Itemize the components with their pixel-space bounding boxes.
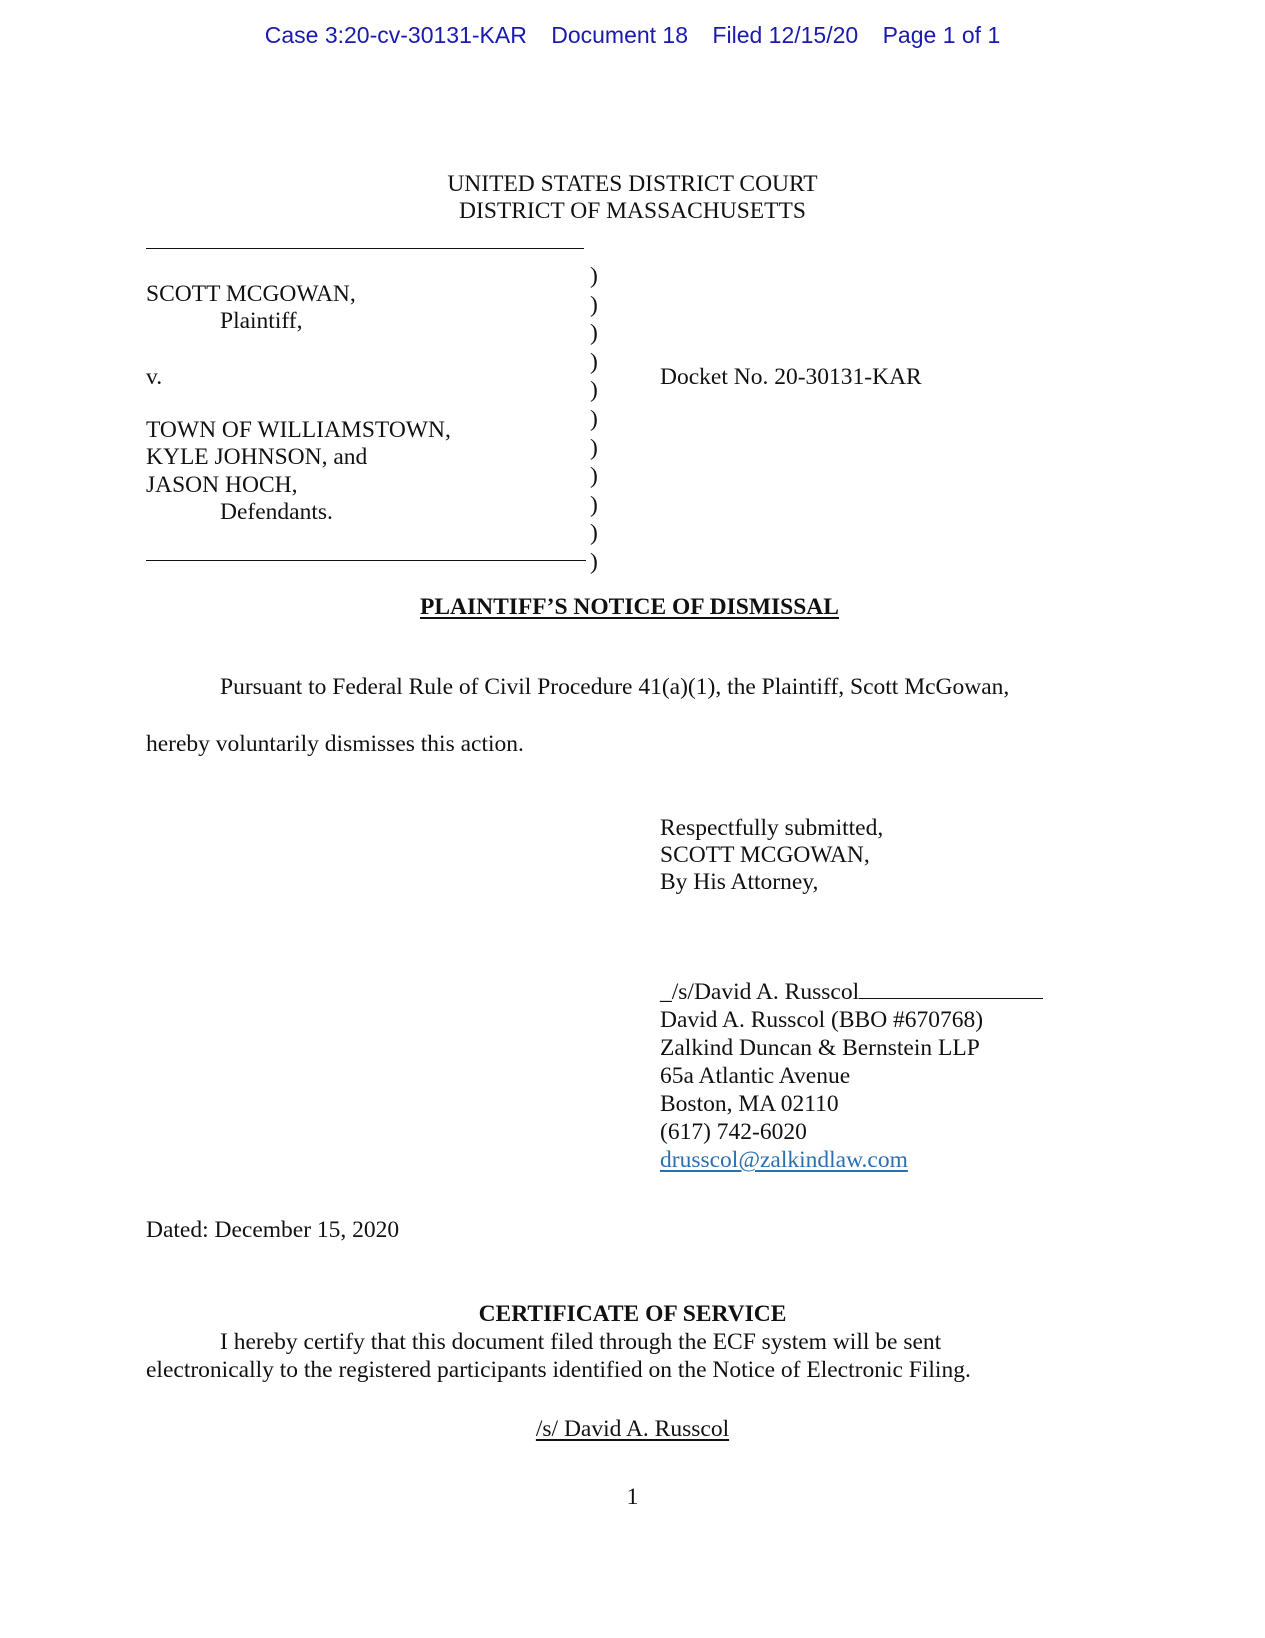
paren: )	[590, 320, 598, 347]
attorney-name: David A. Russcol (BBO #670768)	[660, 1007, 984, 1033]
signature-underline	[859, 997, 1043, 999]
paren: )	[590, 291, 598, 318]
plaintiff-role: Plaintiff,	[220, 308, 303, 334]
versus: v.	[146, 364, 163, 390]
law-firm: Zalkind Duncan & Bernstein LLP	[660, 1035, 980, 1061]
certificate-signature	[0, 1415, 1265, 1443]
email-link[interactable]: drusscol@zalkindlaw.com	[660, 1147, 908, 1173]
caption-parens	[590, 262, 604, 577]
paren: )	[590, 491, 598, 518]
court-name: UNITED STATES DISTRICT COURT	[447, 171, 818, 197]
certificate-heading: CERTIFICATE OF SERVICE	[478, 1301, 787, 1327]
paren: )	[590, 405, 598, 432]
paren: )	[590, 434, 598, 461]
page-count: Page 1 of 1	[882, 22, 1001, 48]
document-number: Document 18	[551, 22, 689, 48]
paren: )	[590, 520, 598, 547]
body-line-1: Pursuant to Federal Rule of Civil Procedure 41(a)(1), the Plaintiff, Scott McGowan,	[220, 674, 1010, 700]
defendants-role: Defendants.	[220, 499, 333, 525]
client-name: SCOTT MCGOWAN,	[660, 842, 870, 868]
caption-bottom-rule	[146, 560, 586, 561]
paren: )	[590, 548, 598, 575]
ecf-header	[0, 22, 1265, 49]
defendant-line-3: JASON HOCH,	[146, 472, 298, 498]
certificate-line-2: electronically to the registered participants identified on the Notice of Electronic Filing.	[146, 1357, 971, 1383]
body-line-2: hereby voluntarily dismisses this action.	[146, 731, 524, 757]
plaintiff-name: SCOTT MCGOWAN,	[146, 281, 356, 307]
defendant-line-1: TOWN OF WILLIAMSTOWN,	[146, 417, 451, 443]
page-number: 1	[626, 1484, 639, 1510]
paren: )	[590, 463, 598, 490]
street-address: 65a Atlantic Avenue	[660, 1063, 851, 1089]
docket-number: Docket No. 20-30131-KAR	[660, 364, 922, 390]
paren: )	[590, 377, 598, 404]
dated-line: Dated: December 15, 2020	[146, 1217, 400, 1243]
city-state-zip: Boston, MA 02110	[660, 1091, 839, 1117]
certificate-line-1: I hereby certify that this document filed through the ECF system will be sent	[220, 1329, 942, 1355]
document-title-text: PLAINTIFF’S NOTICE OF DISMISSAL	[420, 594, 839, 620]
defendant-line-2: KYLE JOHNSON, and	[146, 444, 368, 470]
caption-top-rule	[146, 248, 584, 249]
phone-number: (617) 742-6020	[660, 1119, 807, 1145]
electronic-signature: _/s/David A. Russcol	[660, 979, 860, 1005]
paren: )	[590, 263, 598, 289]
attorney-line: By His Attorney,	[660, 869, 819, 895]
paren: )	[590, 348, 598, 375]
certificate-signature-text: /s/ David A. Russcol	[535, 1416, 730, 1442]
document-title	[0, 593, 1262, 621]
court-district: DISTRICT OF MASSACHUSETTS	[459, 198, 806, 224]
case-number: Case 3:20-cv-30131-KAR	[264, 22, 527, 48]
signature-line	[660, 978, 1043, 1006]
filed-date: Filed 12/15/20	[712, 22, 859, 48]
closing: Respectfully submitted,	[660, 815, 884, 841]
